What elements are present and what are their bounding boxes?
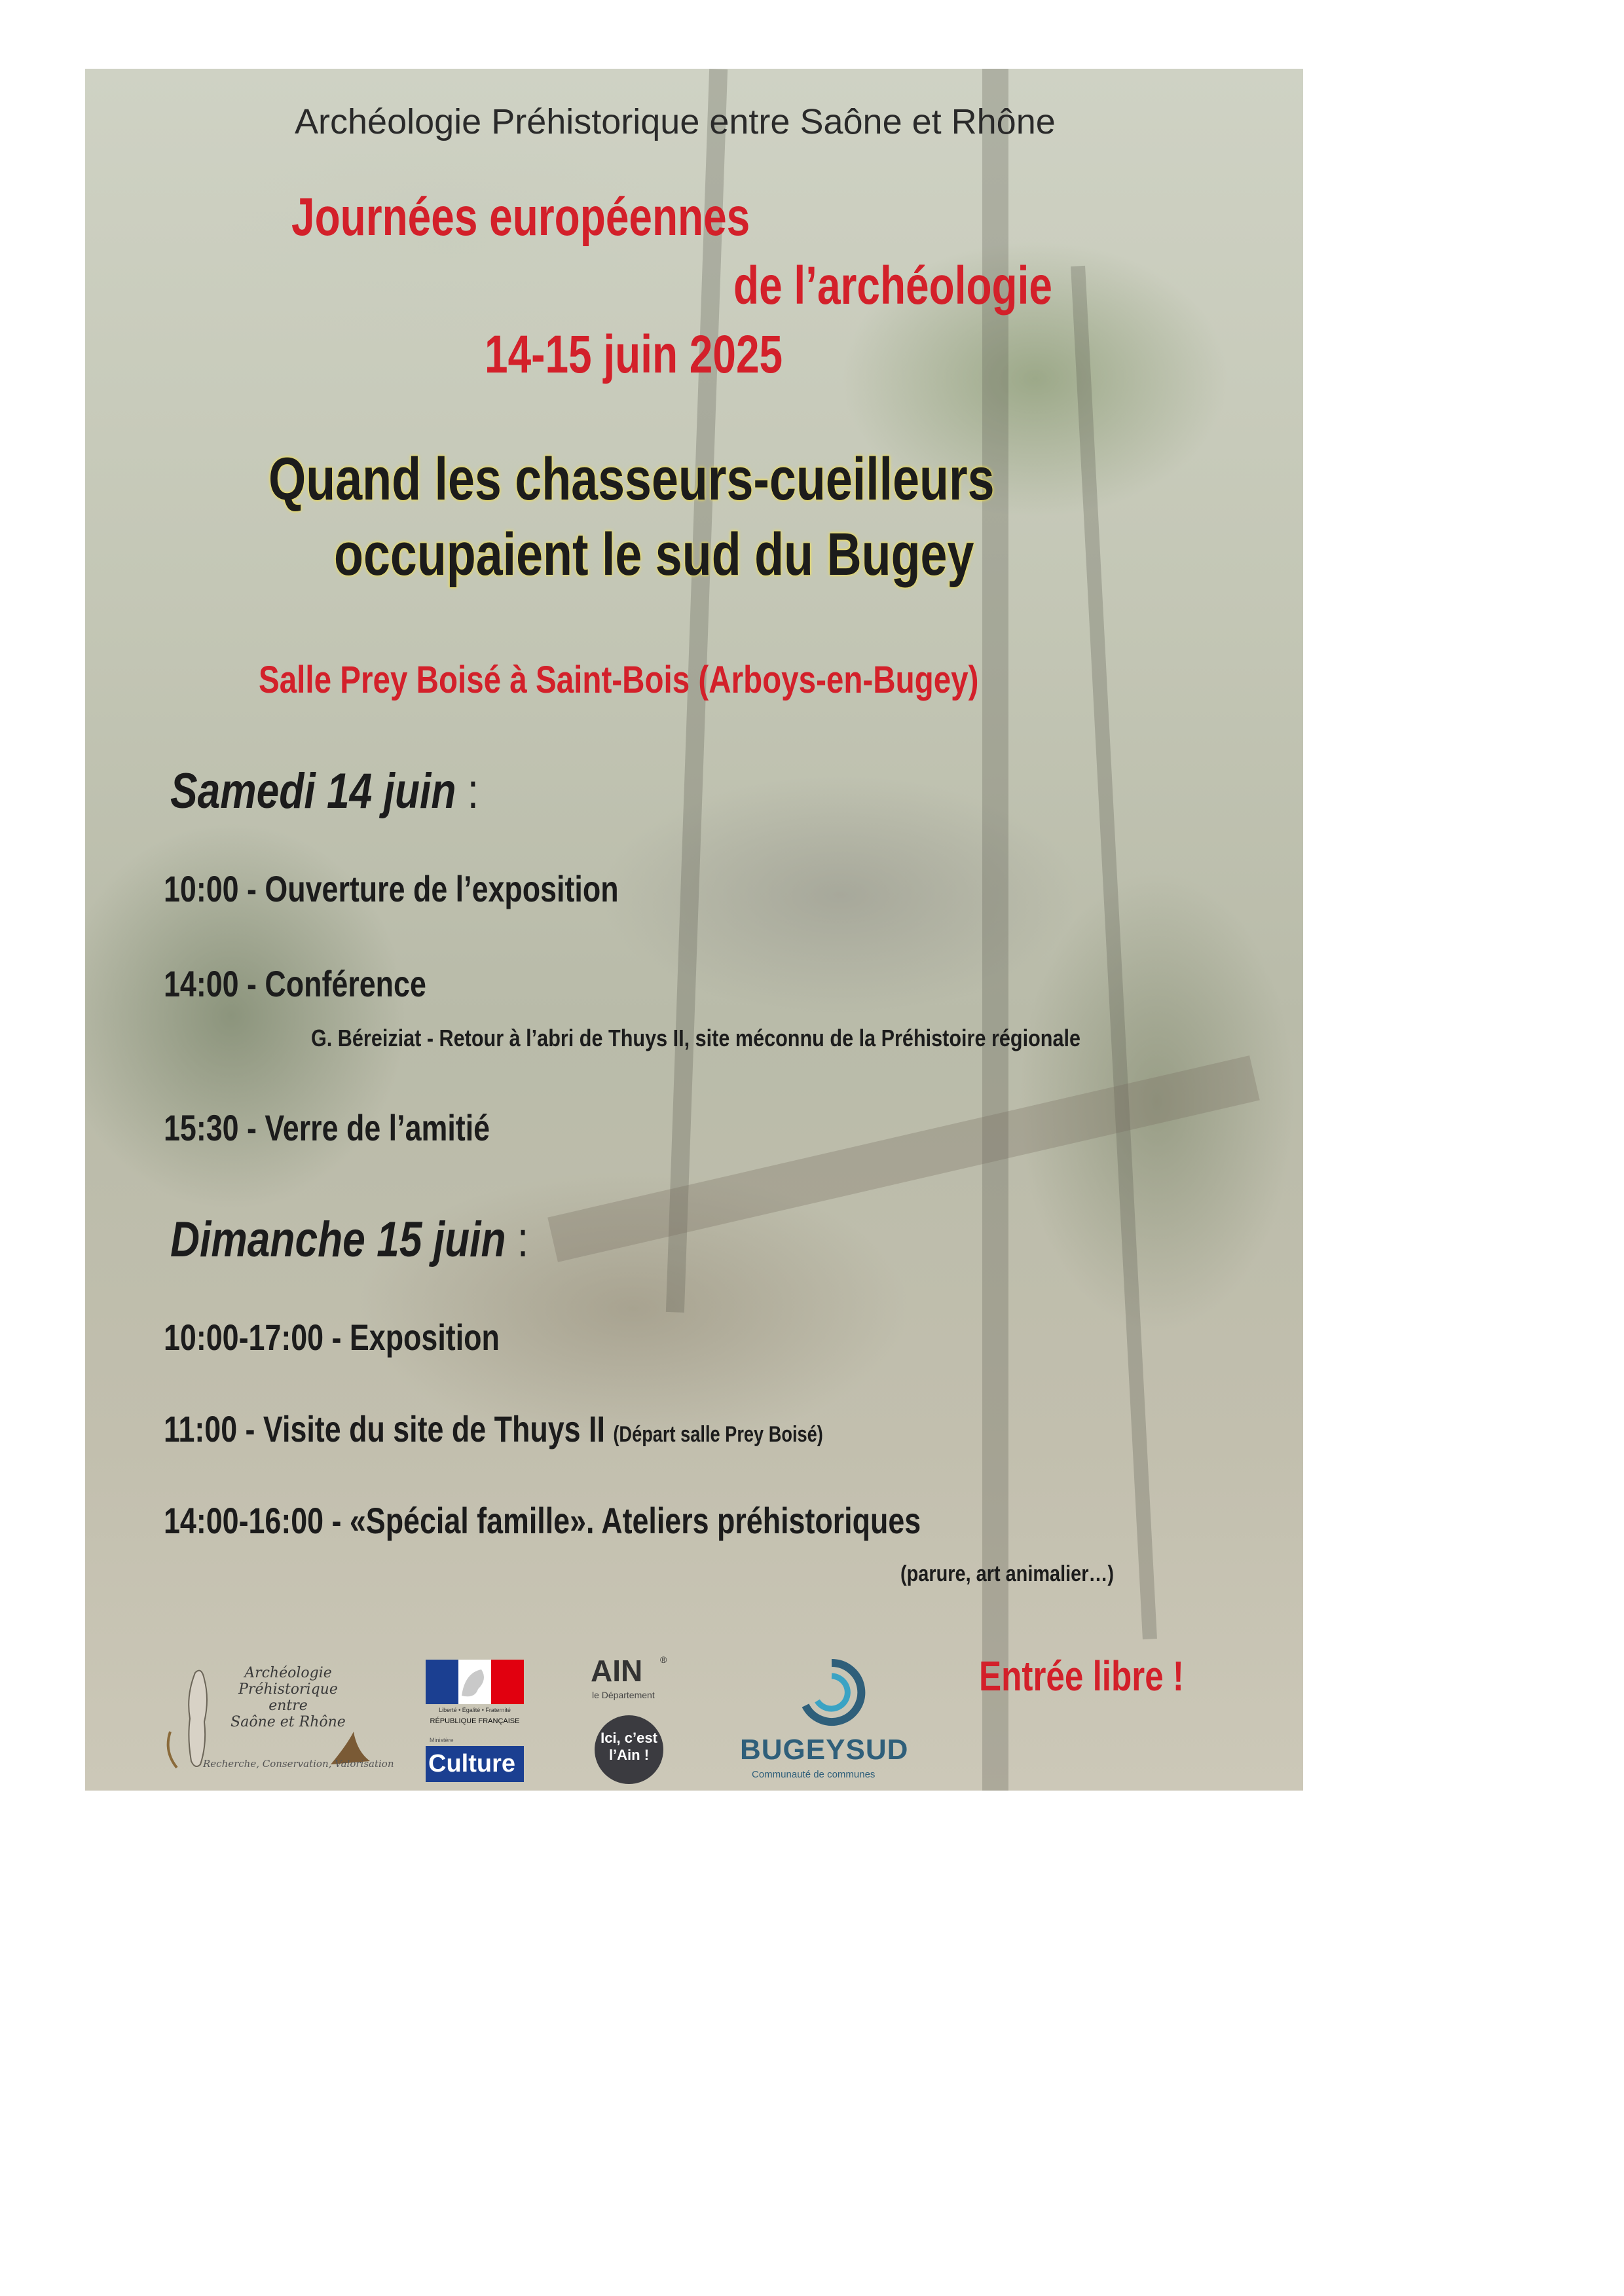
republic-name: RÉPUBLIQUE FRANÇAISE [430,1717,520,1725]
background-log [547,1055,1260,1262]
schedule-item-text: 11:00 - Visite du site de Thuys II [164,1408,605,1449]
ministry-label: Ministère [430,1737,454,1743]
organizer-line: Archéologie Préhistorique entre Saône et Rhône [295,102,1056,141]
registered-mark-icon: ® [660,1654,667,1665]
marianne-icon [426,1660,524,1704]
culture-banner [426,1746,524,1782]
background-tree [982,69,1008,1791]
event-poster [85,69,1303,1791]
bugey-subtitle: Communauté de communes [752,1769,876,1780]
headline-line1: Quand les chasseurs-cueilleurs [268,446,995,513]
schedule-item: 10:00-17:00 - Exposition [164,1317,500,1358]
schedule-item [164,1408,823,1450]
schedule-item: 14:00 - Conférence [164,963,426,1004]
saturday-heading: Samedi 14 juin : [170,763,479,819]
entry-free: Entrée libre ! [979,1652,1184,1700]
schedule-item: 15:30 - Verre de l’amitié [164,1107,490,1148]
ministry-culture-logo [426,1660,524,1784]
event-title-line2: de l’archéologie [733,256,1052,316]
ain-subtitle: le Département [592,1690,655,1700]
saturday-heading-text: Samedi 14 juin [170,763,456,819]
event-dates: 14-15 juin 2025 [485,325,783,384]
headline-line2: occupaient le sud du Bugey [334,521,974,588]
association-logo [164,1660,394,1784]
ain-department-logo [583,1653,681,1791]
background-tree [1071,266,1157,1639]
republic-motto: Liberté • Égalité • Fraternité [439,1707,511,1713]
event-title-line1: Journées européennes [291,187,750,247]
schedule-item: 10:00 - Ouverture de l’exposition [164,868,619,909]
sunday-heading-text: Dimanche 15 juin [170,1212,506,1267]
ain-badge [595,1715,663,1784]
visit-note: (Départ salle Prey Boisé) [613,1422,823,1447]
schedule-item: 14:00-16:00 - «Spécial famille». Ateliers préhistoriques [164,1500,921,1541]
bugey-sud-logo [740,1656,923,1787]
ain-word: AIN [591,1654,643,1688]
swirl-icon [796,1656,868,1728]
bugey-word: BUGEYSUD [740,1734,909,1766]
sunday-heading: Dimanche 15 juin : [170,1212,529,1267]
venue: Salle Prey Boisé à Saint-Bois (Arboys-en-Bugey) [259,659,979,701]
culture-label: Culture [428,1750,515,1777]
conference-note: G. Béreiziat - Retour à l’abri de Thuys II, site méconnu de la Préhistoire régionale [311,1025,1081,1051]
association-tagline: Recherche, Conservation, Valorisation [203,1758,394,1770]
atelier-note: (parure, art animalier…) [900,1561,1115,1586]
association-name: Archéologie Préhistorique entre Saône et Rhône [231,1665,346,1730]
ain-badge-text: Ici, c’est l’Ain ! [600,1730,657,1763]
